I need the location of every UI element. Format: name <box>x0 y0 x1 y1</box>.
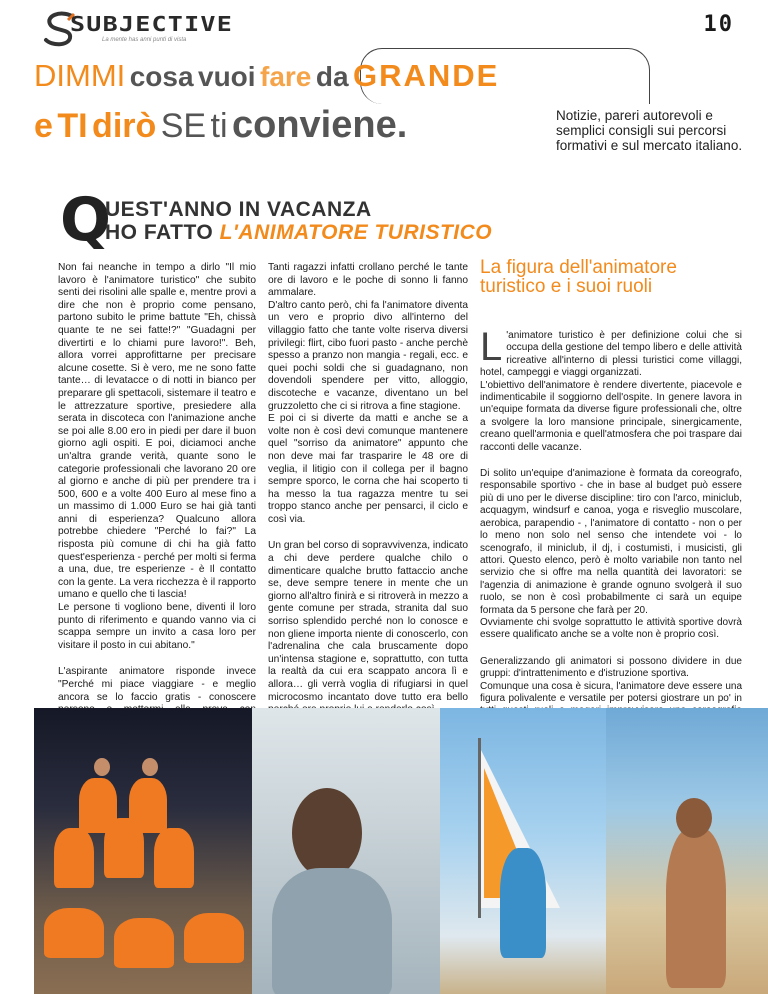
paragraph: Un gran bel corso di sopravvivenza, indicato a chi deve perdere qualche chilo o dimenticare qualche brutto fattaccio anche se, deve sempre tenere in mente che un giorno all'altro finirà e si ritroverà in mezzo a gente comune per strada, stranita dal suo sorriso splendido perché non lo conosce e non gliene importa niente di conoscerlo, con l'adrenalina che cala bruscamente dopo un'intensa stagione e, soprattutto, con tutta la realtà da cui era scappato ancora lì e allora… gli verrà voglia di rifugiarsi in quel microcosmo incantato dove tutto era bello <box>268 540 468 703</box>
headline-word: SE <box>160 107 207 145</box>
headline-word: TI <box>57 107 88 145</box>
logo-wordmark: SUBJECTIVE <box>70 12 234 36</box>
headline-word: cosa <box>129 61 194 92</box>
headline-word: fare <box>260 61 312 92</box>
logo-tagline: La mente has anni punti di vista <box>102 37 187 43</box>
headline-line-1 <box>34 58 499 102</box>
beach-couple-photo <box>606 708 768 994</box>
headline-word: ti <box>210 107 228 145</box>
paragraph: L'obiettivo dell'animatore è rendere divertente, piacevole e indimenticabile il soggiorno dell'ospite. In genere lavora in un'equipe formata da diverse figure professionali che, oltre a svolgere la loro mansione principale, sinergicamente, creano quell'armonia e quell'atmosfera che poi traspare dai racconti delle vacanze. <box>480 379 742 453</box>
paragraph: Comunque una cosa è sicura, l'animatore deve essere una figura polivalente e versatile per potersi giostrare un po' in <box>480 680 742 704</box>
paragraph <box>480 325 742 380</box>
paragraph: L'aspirante animatore risponde invece "Perché mi piace viaggiare - e meglio ancora se lo faccio gratis - conoscere <box>58 666 256 703</box>
drop-cap: L <box>480 325 503 369</box>
headline-line-2 <box>34 104 407 147</box>
face-painting-photo <box>252 708 440 994</box>
section-title-start: HO FATTO <box>105 221 214 244</box>
headline-word: e <box>34 107 53 145</box>
paragraph: Ovviamente chi svolge soprattutto le attività sportive dovrà essere qualificato anche se a volte non è proprio così. <box>480 616 742 641</box>
paragraph: Generalizzando gli animatori si possono dividere in due gruppi: d'intrattenimento e d'istruzione sportiva. <box>480 655 742 680</box>
section-drop-letter: Q <box>60 185 112 255</box>
paragraph: E poi ci si diverte da matti e anche se a volte non è così devi comunque mantenere quel "sorriso da animatore" appunto che non deve mai far trasparire le 48 ore di veglia, il litigio con il collega per il bagno sempre sporco, le corna che hai scoperto ti ha messo la tua ragazza mentre tu sei troppo stanco anche per pensarci, il ciclo e così via. <box>268 413 468 525</box>
page-number: 10 <box>703 12 734 37</box>
paragraph-text: 'animatore turistico è per definizione colui che si occupa della gestione del tempo libero e delle attività ricreative all'interno di plessi turistici come villaggi, hotel, campeggi e viaggi organizzati. <box>480 330 742 379</box>
headline-word: da <box>315 61 349 92</box>
magazine-logo <box>42 10 234 52</box>
paragraph: Tanti ragazzi infatti crollano perché le tante ore di lavoro e le poche di sonno li fanno ammalare. <box>268 262 468 299</box>
headline-word: GRANDE <box>352 58 500 93</box>
paragraph: Non fai neanche in tempo a dirlo "Il mio lavoro è l'animatore turistico" che subito senti dei risolini alle spalle e, mentre provi a dire che non è proprio come pensano, partono subito le prime battute "Eh, chissà quante te ne sei fatte!?" "Guadagni per divertirti e lo chiami pure lavoro!". Beh, allora vorrei approfittarne per precisare alcune cosette. Si è vero, me ne sono fatte tante… di levatacce o di notti in bianco per preparare gli spettacoli, sistemare il teatro e le attrezzature sportive, presiedere alla serata in discoteca con l'animazione anche se poi alle 8.00 ero in piedi per dare il buon giorno agli ospiti. E poi, diciamoci anche un'altra grande verità, quante sono le categorie professionali che lavorano 20 ore al giorno e anche di più per prendere tra i 500, 600 e a volte 400 Euro al mese fino a un massimo di 1.000 Euro se hai già tanti anni di esperienza? Qualcuno allora potrebbe chiedere "Perché lo fai?" La risposta più comune di chi ha già fatto quest'esperienza - perché per molti si ferma a una, due, tre esperienze - è Il contatto con la gente. La vera ricchezza è il rapporto umano e quello che ti lascia! <box>58 262 256 601</box>
headline-word: DIMMI <box>34 58 126 93</box>
paragraph: Di solito un'equipe d'animazione è formata da coreografo, responsabile sportivo - che in base al budget può essere più di uno per le diverse discipline: tiro con l'arco, miniclub, acquagym, windsurf e canoa, yoga e risveglio muscolare, aerobica, parapendio - , l'animatore di contatto - non o per lo meno non solo nel senso che intendete voi - lo scenografo, il miniclub, il dj, i costumisti, i musicisti, gli attori. Questo elenco, però è molto variabile non tanto nel servizio che si offre ma nella quantità dei lavoratori: se l'agenzia di animazione è grande ognuno svolgerà il suo ruolo, se non è così probabilmente ci sarà un equipe formata da 5 persone che farà per 20. <box>480 468 742 616</box>
paragraph: D'altro canto però, chi fa l'animatore diventa un vero e proprio divo all'interno del villaggio fatto che tante volte riserva diversi privilegi: flirt, cibo fuori pasto - anche perchè spesso a pranzo non mangia - regali, ecc. e quei pochi soldi che si guadagnano, non dovendoli spendere per vitto, alloggio, discoteche e vacanze, diventano un bel gruzzoletto che ci si ritrova a fine stagione. <box>268 299 468 412</box>
paragraph: Le persone ti vogliono bene, diventi il loro punto di riferimento e quando vanno via ci scappa sempre un invito a casa loro per visitare il posto in cui abitano." <box>58 602 256 651</box>
headline-word: dirò <box>92 107 157 145</box>
section-title-accent: L'ANIMATORE TURISTICO <box>219 221 493 244</box>
sidebar-heading: La figura dell'animatore turistico e i suoi ruoli <box>480 257 677 297</box>
section-title-line-2 <box>105 221 492 245</box>
section-title-line-1: UEST'ANNO IN VACANZA <box>105 198 372 221</box>
animators-human-pyramid-photo <box>34 708 252 994</box>
article-deck: Notizie, pareri autorevoli e semplici consigli sui percorsi formativi e sul mercato italiano. <box>556 108 743 153</box>
photo-strip <box>34 708 768 994</box>
beach-sailboat-photo <box>440 708 606 994</box>
headline-word: conviene. <box>231 104 408 146</box>
headline-word: vuoi <box>198 61 256 92</box>
article-column-2 <box>268 262 468 781</box>
